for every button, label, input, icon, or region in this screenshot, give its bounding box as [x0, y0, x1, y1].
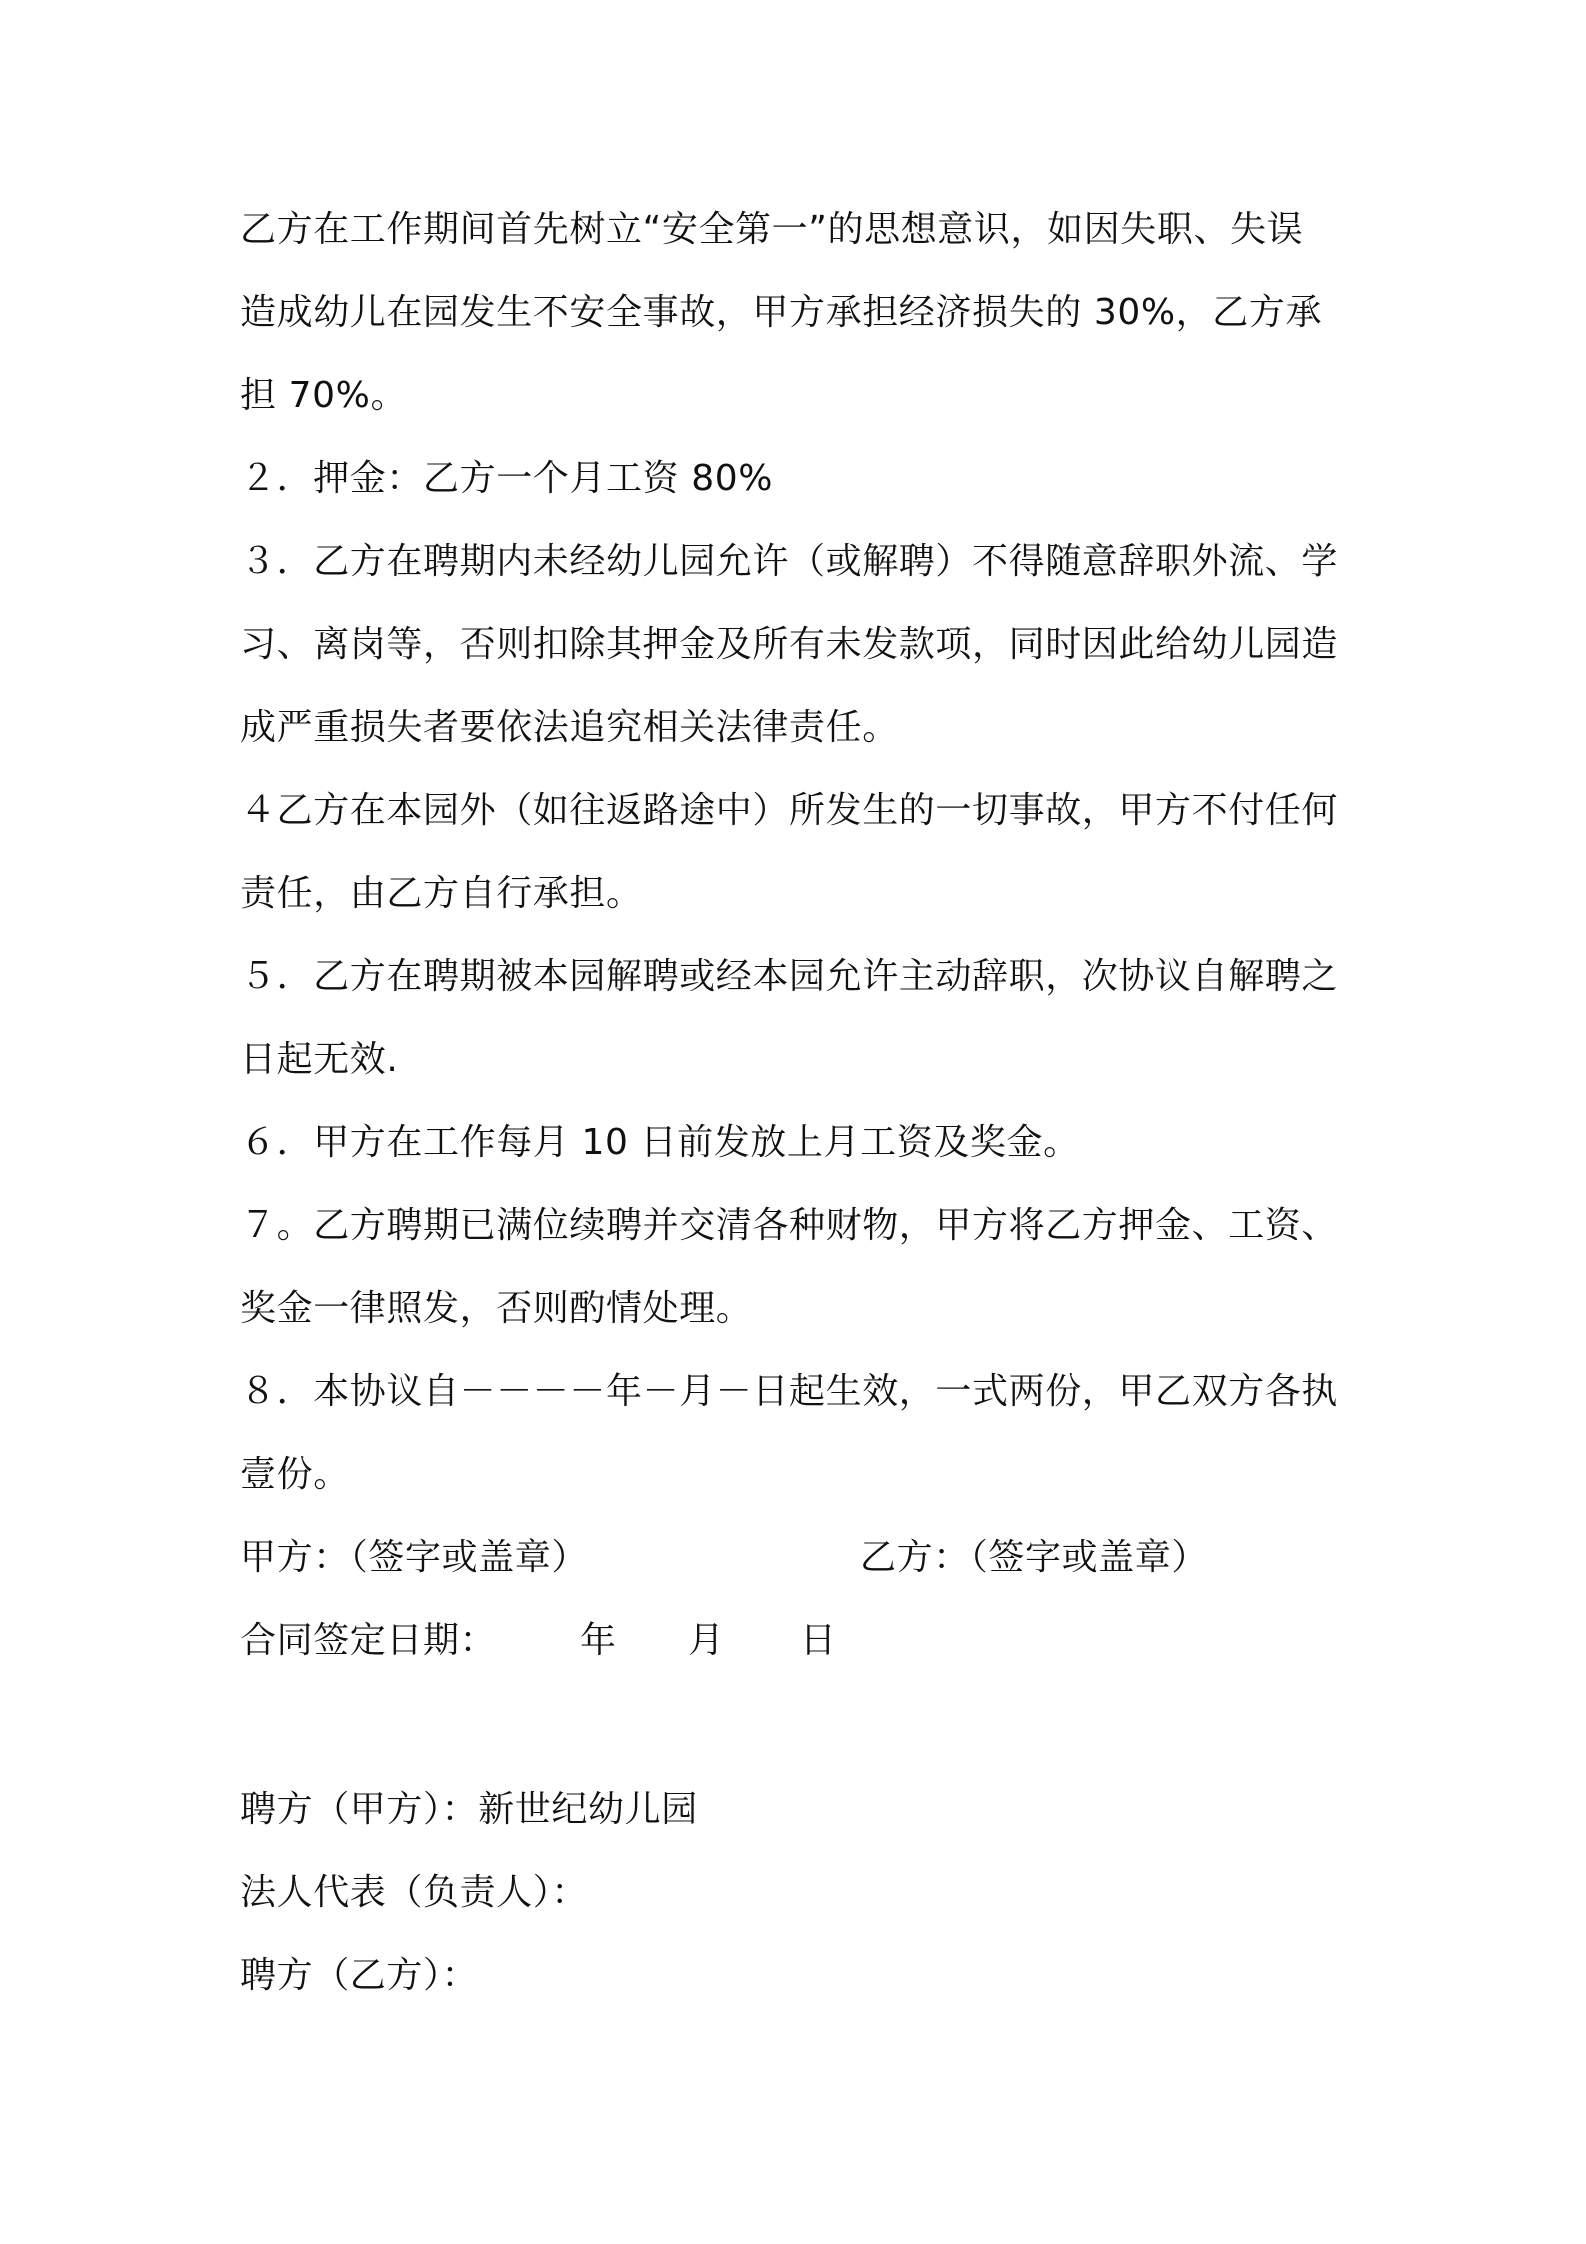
contract-date-label: 合同签定日期： [240, 1620, 497, 1661]
clause-1-line-3: 担 70%。 [240, 375, 408, 416]
employer-line: 聘方（甲方）：新世纪幼儿园 [240, 1789, 698, 1830]
clause-7-line-1: ７。乙方聘期已满位续聘并交清各种财物，甲方将乙方押金、工资、 [240, 1205, 1339, 1246]
signature-party-b: 乙方：（签字或盖章） [860, 1537, 1209, 1578]
clause-2-line-1: ２．押金：乙方一个月工资 80% [240, 458, 774, 499]
clause-3-line-2: 习、离岗等，否则扣除其押金及所有未发款项，同时因此给幼儿园造 [240, 624, 1339, 665]
clause-8-line-1: ８．本协议自－－－－年－月－日起生效，一式两份，甲乙双方各执 [240, 1371, 1339, 1412]
clause-1-line-1: 乙方在工作期间首先树立“安全第一”的思想意识，如因失职、失误 [240, 209, 1304, 250]
clause-6-line-1: ６．甲方在工作每月 10 日前发放上月工资及奖金。 [240, 1122, 1080, 1163]
clause-5-line-2: 日起无效. [240, 1039, 399, 1080]
clause-1-line-2: 造成幼儿在园发生不安全事故，甲方承担经济损失的 30%，乙方承 [240, 292, 1323, 333]
employee-line: 聘方（乙方）： [240, 1955, 479, 1996]
signature-party-a: 甲方：（签字或盖章） [240, 1537, 589, 1578]
clause-4-line-1: ４乙方在本园外（如往返路途中）所发生的一切事故，甲方不付任何 [240, 790, 1339, 831]
contract-date-year: 年 [580, 1620, 617, 1661]
contract-date-day: 日 [800, 1620, 837, 1661]
clause-8-line-2: 壹份。 [240, 1454, 350, 1495]
legal-representative-line: 法人代表（负责人）： [240, 1872, 589, 1913]
clause-7-line-2: 奖金一律照发，否则酌情处理。 [240, 1288, 753, 1329]
clause-5-line-1: ５．乙方在聘期被本园解聘或经本园允许主动辞职，次协议自解聘之 [240, 956, 1339, 997]
clause-4-line-2: 责任，由乙方自行承担。 [240, 873, 643, 914]
contract-date-month: 月 [688, 1620, 725, 1661]
clause-3-line-1: ３．乙方在聘期内未经幼儿园允许（或解聘）不得随意辞职外流、学 [240, 541, 1339, 582]
clause-3-line-3: 成严重损失者要依法追究相关法律责任。 [240, 707, 899, 748]
